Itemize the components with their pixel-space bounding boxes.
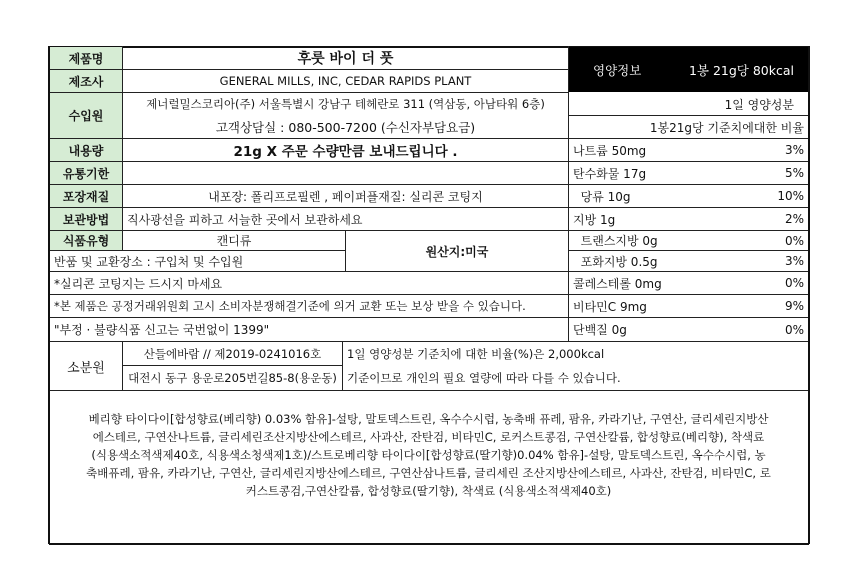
note-report: "부정 · 불량식품 신고는 국번없이 1399"	[54, 323, 270, 337]
nutrition-title: 영양정보	[593, 62, 642, 78]
daily-note-1: 1일 영양성분 기준치에 대한 비율(%)은 2,000kcal	[347, 346, 605, 361]
nutrient-name: 비타민C 9mg	[573, 299, 647, 314]
label-expiry: 유통기한	[50, 162, 122, 184]
nutrient-percent: 0%	[784, 322, 804, 337]
nutrient-percent: 10%	[777, 189, 804, 203]
label-importer: 수입원	[50, 93, 122, 138]
nutrient-name: 당류 10g	[573, 189, 631, 204]
daily-note-2: 기준이므로 개인의 필요 열량에 따라 다를 수 있습니다.	[347, 371, 621, 385]
nutrition-daily-sub: 1봉21g당 기준치에대한 비율	[649, 120, 804, 135]
note-silicone: *실리콘 코팅지는 드시지 마세요	[54, 276, 223, 291]
nutrient-name: 지방 1g	[573, 212, 616, 227]
label-maker: 제조사	[50, 70, 122, 92]
ingredients-line: (식용색소적색제40호, 식용색소청색제1호)/스트로베리향 타이다이[합성향료(딸기향)0.04% 함유]-설탕, 말토덱스트린, 옥수수시럽, 농	[91, 448, 766, 462]
ingredients-block	[50, 410, 807, 500]
label-storage: 보관방법	[50, 208, 122, 230]
ingredients-line: 에스테르, 구연산나트륨, 글리세린조산지방산에스테르, 사과산, 잔탄검, 비타민C, 로커스트콩검, 구연산칼륨, 합성향료(베리향), 착색료	[92, 430, 765, 444]
label-product-name: 제품명	[50, 47, 122, 69]
label-food-type: 식품유형	[50, 231, 122, 250]
ingredients-line: 커스트콩검,구연산칼륨, 합성향료(딸기향), 착색료 (식용색소적색제40호)	[245, 484, 612, 498]
origin-value: 원산지:미국	[425, 244, 489, 259]
label-seller: 소분원	[67, 360, 105, 376]
nutrient-name: 나트륨 50mg	[573, 143, 647, 158]
nutrient-name: 콜레스테롤 0mg	[573, 276, 662, 291]
nutrient-name: 포화지방 0.5g	[573, 254, 658, 269]
seller-address: 대전시 동구 용운로205번길85-8(용운동)	[128, 371, 337, 385]
return-place: 반품 및 교환장소 : 구입처 및 수입원	[54, 254, 244, 269]
nutrient-percent: 9%	[784, 299, 804, 313]
nutrition-header	[569, 47, 808, 92]
food-type-value: 캔디류	[216, 234, 252, 248]
storage-value: 직사광선을 피하고 서늘한 곳에서 보관하세요	[127, 212, 363, 227]
content-value: 21g X 주문 수량만큼 보내드립니다 .	[233, 144, 458, 160]
nutrient-percent: 0%	[784, 276, 804, 290]
packaging-value: 내포장: 폴리프로필렌 , 페이퍼플재질: 실리콘 코팅지	[208, 189, 483, 204]
label-content: 내용량	[50, 139, 122, 161]
nutrient-name: 탄수화물 17g	[573, 166, 647, 181]
ingredients-line: 베리향 타이다이[합성향료(베리향) 0.03% 함유]-설탕, 말토덱스트린, 옥수수시럽, 농축배 퓨레, 팜유, 카라기난, 구연산, 글리세린지방산	[88, 412, 769, 426]
seller-name: 산들에바람 // 제2019-0241016호	[143, 346, 322, 361]
importer-value: 제너럴밀스코리아(주) 서울특별시 강남구 테헤란로 311 (역삼동, 아남타워 6층)	[146, 97, 545, 111]
hotline-value: 고객상담실 : 080-500-7200 (수신자부담요금)	[215, 119, 476, 135]
product-name: 후룻 바이 더 풋	[297, 51, 394, 67]
label-packaging: 포장재질	[50, 185, 122, 207]
nutrient-percent: 0%	[784, 233, 804, 248]
nutrient-percent: 3%	[784, 254, 804, 268]
nutrient-name: 트랜스지방 0g	[573, 234, 658, 248]
note-compensation: *본 제품은 공정거래위원회 고시 소비자분쟁해결기준에 의거 교환 또는 보상 받을 수 있습니다.	[54, 299, 526, 313]
ingredients-line: 축배퓨레, 팜유, 카라기난, 구연산, 글리세린지방산에스테르, 구연산삼나트륨, 글리세린 조산지방산에스테르, 사과산, 잔탄검, 비타민C, 로	[86, 466, 771, 480]
nutrient-percent: 3%	[784, 143, 804, 157]
nutrient-name: 단백질 0g	[573, 323, 627, 337]
nutrient-percent: 2%	[784, 212, 804, 226]
nutrient-percent: 5%	[784, 166, 804, 180]
maker-value: GENERAL MILLS, INC, CEDAR RAPIDS PLANT	[219, 74, 472, 88]
nutrition-serving: 1봉 21g당 80kcal	[688, 62, 794, 78]
nutrition-daily-label: 1일 영양성분	[724, 97, 794, 112]
